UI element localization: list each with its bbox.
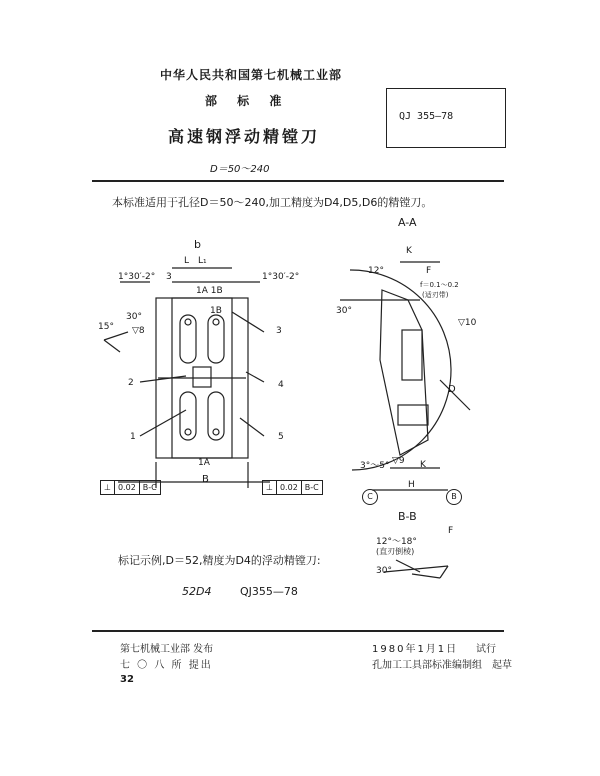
dim-b: b [194, 238, 201, 251]
f-note-2: (适刃带) [422, 291, 449, 299]
callout-3: 3 [276, 326, 282, 336]
drafter: 孔加工工具部标准编制组 [372, 660, 482, 671]
angle-30-section: 30° [336, 306, 352, 316]
section-body [380, 290, 428, 455]
dim-K-bottom: K [420, 460, 426, 470]
tolerance-datum: B-C [304, 483, 319, 492]
datum-B: B [446, 484, 462, 505]
standard-type: 部 标 准 [205, 94, 290, 108]
dim-L1: L₁ [198, 256, 207, 266]
marks-top: 1A 1B [196, 286, 223, 296]
tolerance-frame-right [262, 480, 323, 495]
mark-1B: 1B [210, 306, 222, 316]
dim-L: L [184, 256, 190, 266]
bb-note: (直刃倒棱) [376, 547, 415, 556]
dim-K-top: K [406, 246, 412, 256]
bb-angle: 12°～18° [376, 537, 417, 547]
ministry-name: 中华人民共和国第七机械工业部 [160, 68, 343, 82]
tolerance-frame-left [100, 480, 161, 495]
trial-label: 试行 [476, 644, 496, 655]
tolerance-value: 0.02 [277, 481, 302, 494]
example-mark: 52D4 [182, 585, 212, 598]
datum-C: C [362, 484, 378, 505]
example-standard: QJ355—78 [240, 585, 298, 598]
angle-12: 12° [368, 266, 384, 276]
angle-15: 15° [98, 322, 114, 332]
angle-right: 1°30′-2° [262, 272, 300, 282]
dim-B: B [202, 474, 209, 485]
slot [208, 315, 224, 363]
dim-3: 3 [166, 272, 172, 282]
standard-code: QJ 355—78 [399, 111, 454, 122]
tolerance-value: 0.02 [115, 481, 140, 494]
roughness-8: ▽8 [132, 326, 145, 336]
perpendicularity-symbol: ⊥ [263, 481, 277, 494]
slot [208, 392, 224, 440]
callout-2: 2 [128, 378, 134, 388]
roughness-9: ▽9 [392, 456, 405, 466]
page-number: 32 [120, 674, 134, 685]
footer-divider [92, 630, 504, 632]
document-title: 高速钢浮动精镗刀 [168, 127, 321, 146]
perpendicularity-symbol: ⊥ [101, 481, 115, 494]
tolerance-datum: B-C [142, 483, 157, 492]
dim-F: F [426, 266, 432, 276]
dim-D: D [448, 384, 456, 395]
draft-label: 起草 [492, 660, 512, 671]
callout-5: 5 [278, 432, 284, 442]
callout-4: 4 [278, 380, 284, 390]
proposer: 七 〇 八 所 提出 [120, 660, 213, 671]
bb-F: F [448, 526, 454, 536]
example-label: 标记示例,D＝52,精度为D4的浮动精镗刀: [118, 554, 321, 567]
diameter-range: D＝50～240 [210, 164, 270, 175]
callout-1: 1 [130, 432, 136, 442]
slot [180, 392, 196, 440]
angle-30a: 30° [126, 312, 142, 322]
issuer: 第七机械工业部 发布 [120, 644, 214, 655]
scope-text: 本标准适用于孔径D＝50～240,加工精度为D4,D5,D6的精镗刀。 [112, 196, 433, 209]
slot [180, 315, 196, 363]
adjust-screw [193, 367, 211, 387]
issue-date: 1980年1月1日 [372, 644, 459, 655]
angle-3-5: 3°～5° [360, 461, 390, 471]
angle-left: 1°30′-2° [118, 272, 156, 282]
mark-1A: 1A [198, 458, 210, 468]
dim-H: H [408, 480, 415, 490]
f-note: f＝0.1～0.2 [420, 281, 459, 289]
section-bb-label: B-B [398, 510, 417, 523]
section-aa-label: A-A [398, 216, 417, 229]
bb-30: 30° [376, 566, 392, 576]
roughness-10: ▽10 [458, 318, 477, 328]
